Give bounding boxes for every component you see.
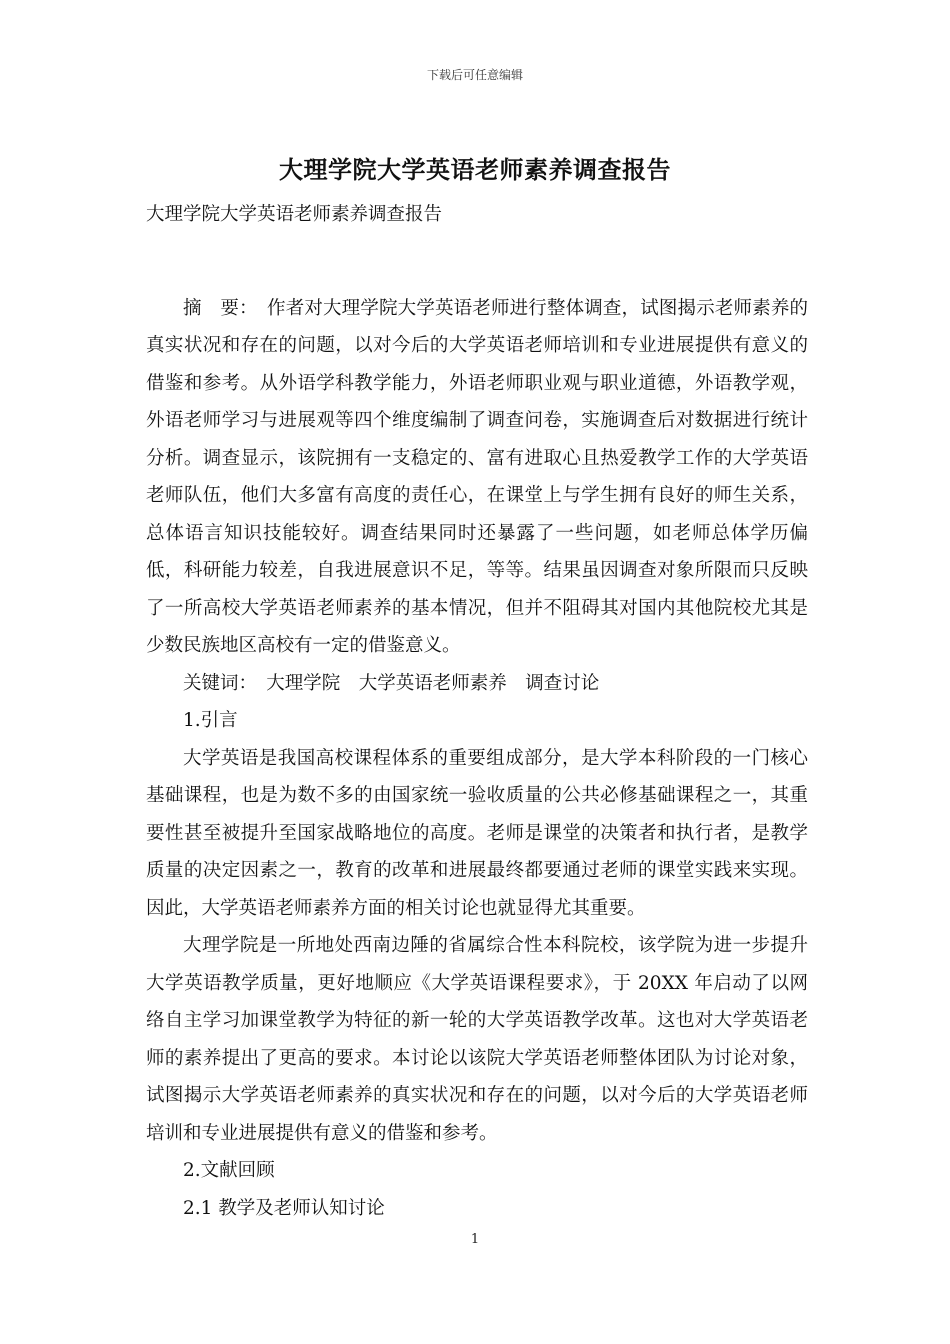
section-heading-literature-review: 2.文献回顾: [183, 1160, 275, 1181]
document-title: 大理学院大学英语老师素养调查报告: [279, 155, 671, 184]
document-subtitle: 大理学院大学英语老师素养调查报告: [146, 204, 443, 225]
document-body: [146, 196, 808, 1227]
abstract-paragraph: 摘 要： 作者对大理学院大学英语老师进行整体调查，试图揭示老师素养的真实状况和存在的问题，以对今后的大学英语老师培训和专业进展提供有意义的借鉴和参考。从外语学科教学能力，外语老师职业观与职业道德，外语教学观，外语老师学习与进展观等四个维度编制了调查问卷，实施调查后对数据进行统计分析。调查显示，该院拥有一支稳定的、富有进取心且热爱教学工作的大学英语老师队伍，他们大多富有高度的责任心，在课堂上与学生拥有良好的师生关系，总体语言知识技能较好。调查结果同时还暴露了一些问题，如老师总体学历偏低，科研能力较差，自我进展意识不足，等等。结果虽因调查对象所限而只反映了一所高校大学英语老师素养的基本情况，但并不阻碍其对国内其他院校尤其是少数民族地区高校有一定的借鉴意义。: [146, 297, 808, 656]
page-number: 1: [470, 1232, 480, 1247]
keywords-line: 关键词： 大理学院 大学英语老师素养 调查讨论: [183, 672, 600, 694]
introduction-paragraph-2: 大理学院是一所地处西南边陲的省属综合性本科院校，该学院为进一步提升大学英语教学质量，更好地顺应《大学英语课程要求》，于 20XX 年启动了以网络自主学习加课堂教学为特征的新一轮的大学英语教学改革。这也对大学英语老师的素养提出了更高的要求。本讨论以该院大学英语老师整体团队为讨论对象，试图揭示大学英语老师素养的真实状况和存在的问题，以对今后的大学英语老师培训和专业进展提供有意义的借鉴和参考。: [146, 935, 808, 1144]
header-note: 下载后可任意编辑: [426, 68, 523, 82]
subsection-heading-2-1: 2.1 教学及老师认知讨论: [183, 1197, 385, 1219]
introduction-paragraph-1: 大学英语是我国高校课程体系的重要组成部分，是大学本科阶段的一门核心基础课程，也是为数不多的由国家统一验收质量的公共必修基础课程之一，其重要性甚至被提升至国家战略地位的高度。老师是课堂的决策者和执行者，是教学质量的决定因素之一，教育的改革和进展最终都要通过老师的课堂实践来实现。因此，大学英语老师素养方面的相关讨论也就显得尤其重要。: [146, 747, 808, 919]
section-heading-introduction: 1.引言: [183, 710, 238, 731]
